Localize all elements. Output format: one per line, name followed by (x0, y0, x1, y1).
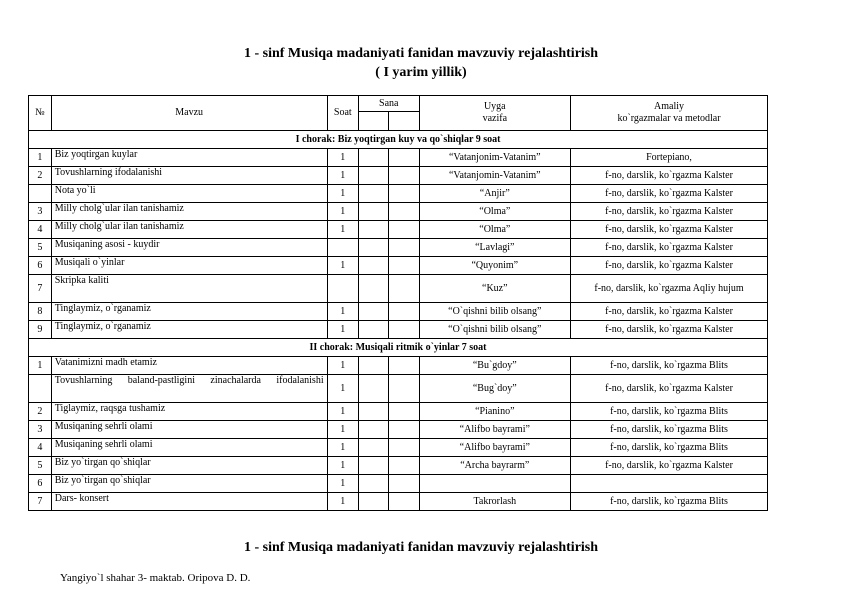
table-row (29, 221, 768, 239)
row-number: 1 (29, 149, 52, 167)
row-practical: f-no, darslik, ko`rgazma Kalster (571, 375, 768, 403)
table-row (29, 457, 768, 475)
quarter1-title: I chorak: Biz yoqtirgan kuy va qo`shiqlar 9 soat (29, 131, 768, 149)
row-topic: Musiqaning asosi - kuydir (51, 239, 327, 257)
row-number: 2 (29, 403, 52, 421)
row-homework: “Quyonim” (419, 257, 570, 275)
row-practical: f-no, darslik, ko`rgazma Kalster (571, 457, 768, 475)
row-number: 4 (29, 439, 52, 457)
row-topic: Tinglaymiz, o`rganamiz (51, 303, 327, 321)
table-row (29, 421, 768, 439)
row-topic: Milly cholg`ular ilan tanishamiz (51, 203, 327, 221)
row-topic: Skripka kaliti (51, 275, 327, 303)
quarter2-heading-row (29, 339, 768, 357)
quarter2-title: II chorak: Musiqali ritmik o`yinlar 7 soat (29, 339, 768, 357)
date-subcell-1 (358, 112, 388, 131)
row-date-1 (358, 321, 388, 339)
row-homework: “O`qishni bilib olsang” (419, 303, 570, 321)
row-number: 6 (29, 475, 52, 493)
row-date-2 (389, 257, 419, 275)
row-date-2 (389, 167, 419, 185)
row-hours: 1 (327, 475, 358, 493)
row-date-1 (358, 357, 388, 375)
row-practical: f-no, darslik, ko`rgazma Blits (571, 357, 768, 375)
header-num: № (29, 96, 52, 131)
row-homework (419, 475, 570, 493)
table-row (29, 149, 768, 167)
table-row (29, 439, 768, 457)
table-row (29, 167, 768, 185)
row-topic: Musiqali o`yinlar (51, 257, 327, 275)
row-date-1 (358, 185, 388, 203)
row-topic: Nota yo`li (51, 185, 327, 203)
row-hours: 1 (327, 375, 358, 403)
header-homework-line2: vazifa (482, 113, 508, 124)
row-practical: f-no, darslik, ko`rgazma Aqliy hujum (571, 275, 768, 303)
document-subtitle: ( I yarim yillik) (375, 65, 467, 80)
row-number: 6 (29, 257, 52, 275)
row-homework: “Olma” (419, 221, 570, 239)
row-number: 5 (29, 457, 52, 475)
row-number: 7 (29, 275, 52, 303)
row-date-2 (389, 221, 419, 239)
row-topic: Tovushlarning ifodalanishi (51, 167, 327, 185)
header-practical (571, 96, 768, 131)
header-homework (419, 96, 570, 131)
plan-table (28, 95, 768, 511)
date-subcell-2 (389, 112, 419, 131)
table-row (29, 257, 768, 275)
row-number (29, 185, 52, 203)
row-hours (327, 275, 358, 303)
row-date-1 (358, 403, 388, 421)
row-date-2 (389, 185, 419, 203)
table-row (29, 357, 768, 375)
table-row (29, 375, 768, 403)
row-date-1 (358, 203, 388, 221)
row-date-2 (389, 303, 419, 321)
row-hours: 1 (327, 257, 358, 275)
row-date-2 (389, 239, 419, 257)
header-topic: Mavzu (51, 96, 327, 131)
row-topic: Vatanimizni madh etamiz (51, 357, 327, 375)
row-homework: “Alifbo bayrami” (419, 439, 570, 457)
row-date-2 (389, 357, 419, 375)
row-practical: f-no, darslik, ko`rgazma Kalster (571, 167, 768, 185)
document-bottom-title: 1 - sinf Musiqa madaniyati fanidan mavzuviy rejalashtirish (243, 540, 599, 555)
row-homework: “O`qishni bilib olsang” (419, 321, 570, 339)
header-homework-line1: Uyga (483, 101, 506, 112)
row-homework: “Vatanjomin-Vatanim” (419, 167, 570, 185)
row-date-1 (358, 375, 388, 403)
row-homework: “Alifbo bayrami” (419, 421, 570, 439)
row-number: 3 (29, 421, 52, 439)
table-row (29, 403, 768, 421)
table-row (29, 185, 768, 203)
footer-text: Yangiyo`l shahar 3- maktab. Oripova D. D. (60, 572, 251, 584)
row-homework: “Bug`doy” (419, 375, 570, 403)
document-title: 1 - sinf Musiqa madaniyati fanidan mavzuviy rejalashtirish (243, 46, 599, 61)
header-practical-line1: Amaliy (654, 101, 685, 112)
row-hours: 1 (327, 357, 358, 375)
row-date-2 (389, 203, 419, 221)
row-hours: 1 (327, 149, 358, 167)
row-practical: f-no, darslik, ko`rgazma Kalster (571, 321, 768, 339)
row-hours: 1 (327, 303, 358, 321)
row-hours: 1 (327, 457, 358, 475)
row-date-2 (389, 421, 419, 439)
row-hours: 1 (327, 439, 358, 457)
row-hours: 1 (327, 167, 358, 185)
row-date-1 (358, 303, 388, 321)
quarter1-heading-row (29, 131, 768, 149)
row-date-1 (358, 439, 388, 457)
row-hours: 1 (327, 203, 358, 221)
header-date: Sana (358, 96, 419, 112)
row-date-2 (389, 457, 419, 475)
row-topic: Biz yo`tirgan qo`shiqlar (51, 475, 327, 493)
row-topic: Musiqaning sehrli olami (51, 421, 327, 439)
row-hours: 1 (327, 321, 358, 339)
row-topic: Milly cholg`ular ilan tanishamiz (51, 221, 327, 239)
row-number: 9 (29, 321, 52, 339)
row-date-1 (358, 457, 388, 475)
row-number: 3 (29, 203, 52, 221)
row-practical: Fortepiano, (571, 149, 768, 167)
row-date-2 (389, 375, 419, 403)
row-topic: Dars- konsert (51, 493, 327, 511)
row-practical: f-no, darslik, ko`rgazma Blits (571, 421, 768, 439)
row-topic: Musiqaning sehrli olami (51, 439, 327, 457)
table-row (29, 321, 768, 339)
row-date-1 (358, 257, 388, 275)
row-topic: Tiglaymiz, raqsga tushamiz (51, 403, 327, 421)
row-number: 7 (29, 493, 52, 511)
row-homework: “Bu`gdoy” (419, 357, 570, 375)
row-practical: f-no, darslik, ko`rgazma Blits (571, 403, 768, 421)
header-practical-line2: ko`rgazmalar va metodlar (617, 113, 721, 124)
row-date-1 (358, 421, 388, 439)
row-topic: Biz yo`tirgan qo`shiqlar (51, 457, 327, 475)
row-practical: f-no, darslik, ko`rgazma Kalster (571, 203, 768, 221)
row-homework: “Olma” (419, 203, 570, 221)
row-practical: f-no, darslik, ko`rgazma Kalster (571, 221, 768, 239)
row-date-2 (389, 475, 419, 493)
row-practical: f-no, darslik, ko`rgazma Blits (571, 439, 768, 457)
row-homework: “Pianino” (419, 403, 570, 421)
row-date-2 (389, 275, 419, 303)
row-homework: “Anjir” (419, 185, 570, 203)
table-row (29, 275, 768, 303)
row-date-2 (389, 321, 419, 339)
row-number: 2 (29, 167, 52, 185)
row-date-1 (358, 493, 388, 511)
table-row (29, 493, 768, 511)
row-date-2 (389, 439, 419, 457)
table-row (29, 475, 768, 493)
table-row (29, 203, 768, 221)
row-topic: Tovushlarning baland-pastligini zinachalarda ifodalanishi (51, 375, 327, 403)
row-homework: “Vatanjonim-Vatanim” (419, 149, 570, 167)
header-hours: Soat (327, 96, 358, 131)
row-number (29, 375, 52, 403)
table-row (29, 303, 768, 321)
row-date-1 (358, 239, 388, 257)
row-homework: “Kuz” (419, 275, 570, 303)
row-number: 8 (29, 303, 52, 321)
row-date-1 (358, 221, 388, 239)
row-practical: f-no, darslik, ko`rgazma Kalster (571, 303, 768, 321)
row-date-1 (358, 167, 388, 185)
row-number: 4 (29, 221, 52, 239)
row-date-2 (389, 149, 419, 167)
row-date-1 (358, 275, 388, 303)
row-date-2 (389, 493, 419, 511)
row-number: 1 (29, 357, 52, 375)
row-practical: f-no, darslik, ko`rgazma Blits (571, 493, 768, 511)
row-topic: Biz yoqtirgan kuylar (51, 149, 327, 167)
row-practical: f-no, darslik, ko`rgazma Kalster (571, 257, 768, 275)
row-hours: 1 (327, 185, 358, 203)
row-hours: 1 (327, 421, 358, 439)
row-practical: f-no, darslik, ko`rgazma Kalster (571, 239, 768, 257)
row-practical: f-no, darslik, ko`rgazma Kalster (571, 185, 768, 203)
row-hours: 1 (327, 403, 358, 421)
row-topic: Tinglaymiz, o`rganamiz (51, 321, 327, 339)
row-date-2 (389, 403, 419, 421)
table-row (29, 239, 768, 257)
row-practical (571, 475, 768, 493)
row-homework: “Lavlagi” (419, 239, 570, 257)
row-homework: “Archa bayrarm” (419, 457, 570, 475)
row-date-1 (358, 475, 388, 493)
row-number: 5 (29, 239, 52, 257)
row-date-1 (358, 149, 388, 167)
row-homework: Takrorlash (419, 493, 570, 511)
row-hours: 1 (327, 221, 358, 239)
row-hours (327, 239, 358, 257)
row-hours: 1 (327, 493, 358, 511)
header-row (29, 96, 768, 112)
